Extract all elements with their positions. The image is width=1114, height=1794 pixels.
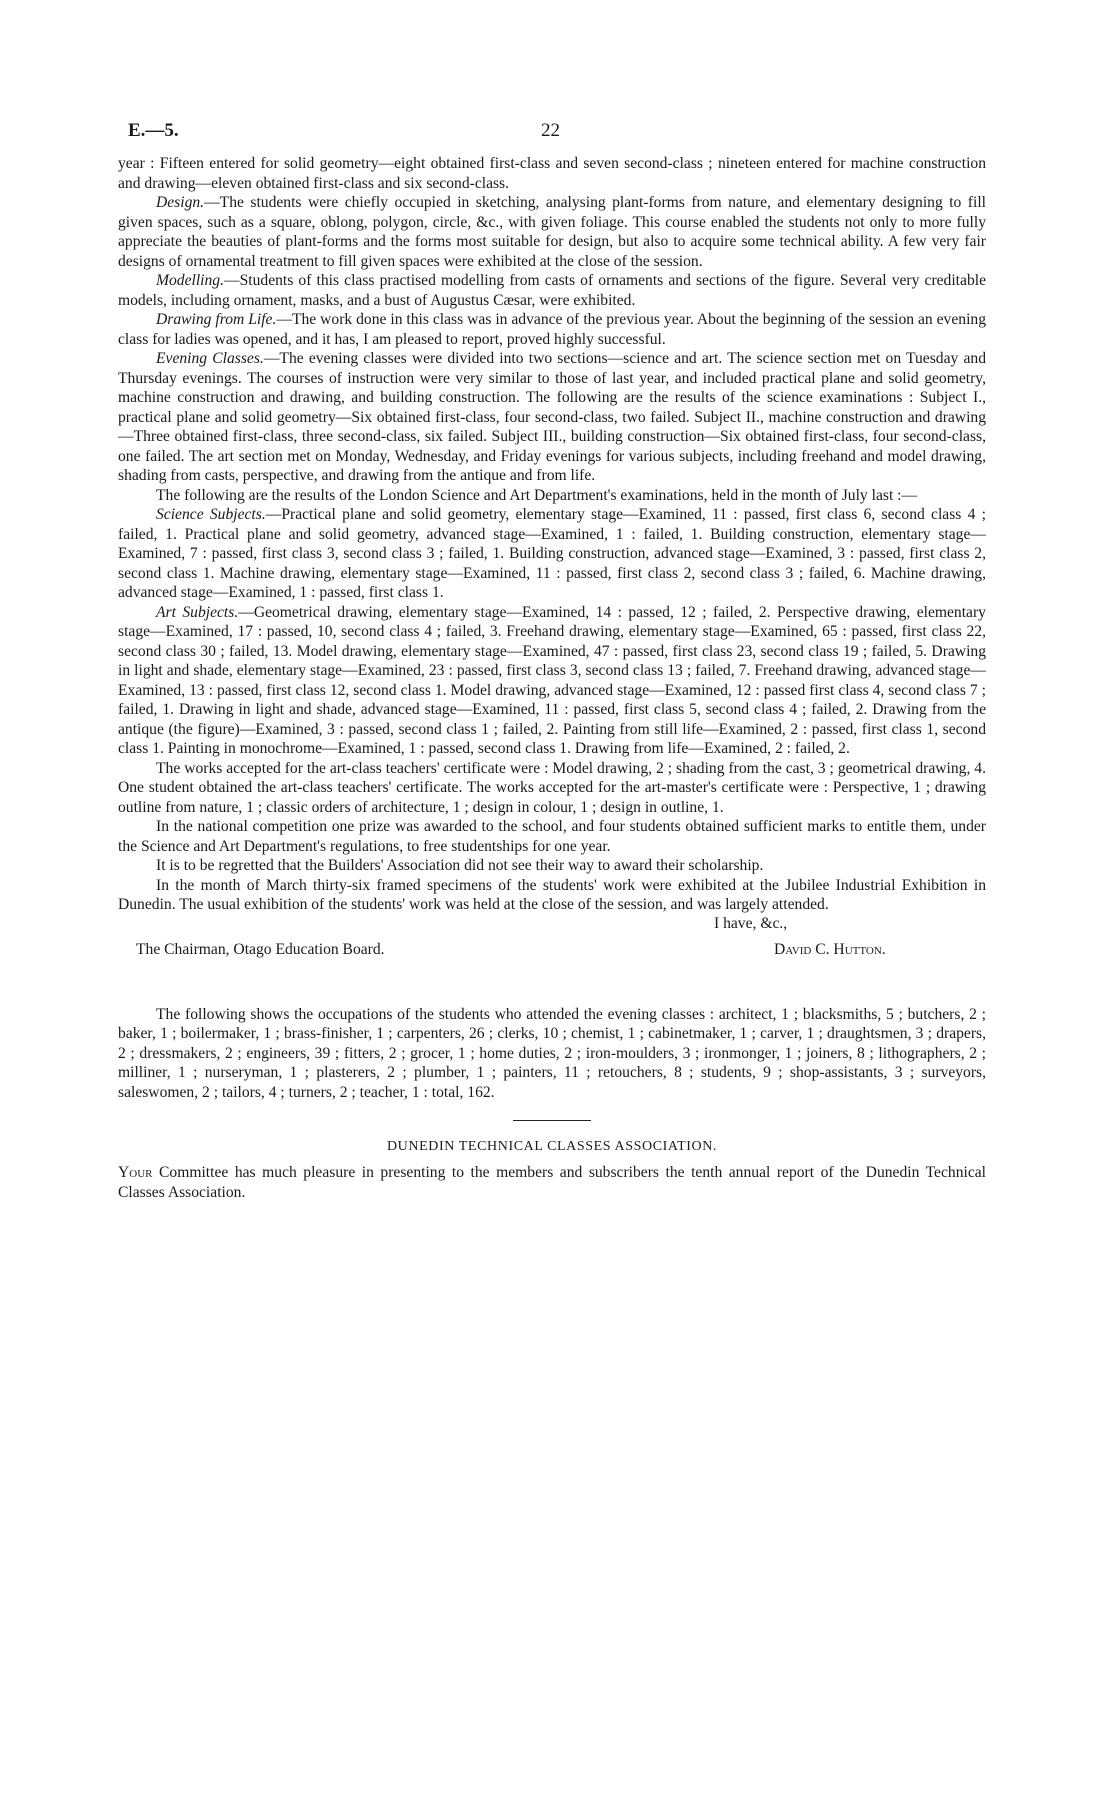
paragraph-modelling: Modelling.—Students of this class practised modelling from casts of ornaments and sections of the figure. Several very creditable models, including ornament, masks, and a bust of Augustus Cæsar, were exhibited.: [118, 272, 986, 309]
addressee: The Chairman, Otago Education Board.: [136, 940, 385, 958]
association-report: [118, 1163, 986, 1202]
page-header: [118, 112, 986, 154]
paragraph-exhibition: In the month of March thirty-six framed specimens of the students' work were exhibited at the Jubilee Industrial Exhibition in Dunedin. The usual exhibition of the students' work was held at the close of the session, and was largely attended.: [118, 876, 986, 913]
paragraph-science-subjects: Science Subjects.—Practical plane and solid geometry, elementary stage—Examined, 11 : passed, first class 6, second class 4 ; failed, 1. Practical plane and solid geometry, advanced stage—Examined, 1 : failed, 1. Building construction, elementary stage—Examined, 7 : passed, first class 3, second class 3 ; failed, 1. Building construction, advanced stage—Examined, 3 : passed, first class 2, second class 1. Machine drawing, elementary stage—Examined, 11 : passed, first class 2, second class 3 ; failed, 6. Machine drawing, advanced stage—Examined, 1 : passed, first class 1.: [118, 506, 987, 601]
paragraph-continuation: year : Fifteen entered for solid geometry—eight obtained first-class and seven second-class ; nineteen entered for machine construction and drawing—eleven obtained first-class and six second-class.: [118, 155, 986, 192]
paragraph-evening-classes: Evening Classes.—The evening classes were divided into two sections—science and art. The science section met on Tuesday and Thursday evenings. The courses of instruction were very similar to those of last year, and included practical plane and solid geometry, machine construction and drawing, and building construction. The following are the results of the science examinations : Subject I., practical plane and solid geometry—Six obtained first-class, four second-class, two failed. Subject II., machine construction and drawing—Three obtained first-class, three second-class, six failed. Subject III., building construction—Six obtained first-class, four second-class, one failed. The art section met on Monday, Wednesday, and Friday evenings for various subjects, including freehand and model drawing, shading from casts, perspective, and drawing from the antique and from life.: [118, 350, 986, 484]
paragraph-builders-association: It is to be regretted that the Builders' Association did not see their way to award their scholarship.: [156, 857, 764, 874]
subheading-drawing-from-life: Drawing from Life.: [156, 311, 277, 328]
subheading-design: Design.: [156, 194, 205, 211]
intro-lead-word: Your: [118, 1164, 153, 1181]
paragraph-examination-intro: The following are the results of the London Science and Art Department's examinations, held in the month of July last :—: [156, 486, 918, 504]
subheading-art-subjects: Art Subjects.: [156, 603, 239, 621]
section-title: DUNEDIN TECHNICAL CLASSES ASSOCIATION.: [386, 1139, 718, 1154]
paragraph-national-competition: In the national competition one prize was awarded to the school, and four students obtained sufficient marks to entitle them, under the Science and Art Department's regulations, to free studentships for one year.: [118, 818, 986, 855]
subheading-evening-classes: Evening Classes.: [156, 350, 264, 367]
paragraph-drawing-from-life: Drawing from Life.—The work done in this class was in advance of the previous year. About the beginning of the session an evening class for ladies was opened, and it has, I am pleased to report, proved highly successful.: [118, 311, 986, 348]
occupations-section: [118, 1005, 986, 1103]
paragraph-art-subjects: Art Subjects.—Geometrical drawing, elementary stage—Examined, 14 : passed, 12 ; failed, 2. Perspective drawing, elementary stage—Examined, 17 : passed, 10, second class 4 ; failed, 3. Freehand drawing, elementary stage—Examined, 65 : passed, first class 22, second class 30 ; failed, 13. Model drawing, elementary stage—Examined, 47 : passed, first class 23, second class 19 ; failed, 5. Drawing in light and shade, elementary stage—Examined, 23 : passed, first class 3, second class 13 ; failed, 7. Freehand drawing, advanced stage—Examined, 13 : passed, first class 12, second class 1. Model drawing, advanced stage—Examined, 12 : passed first class 4, second class 7 ; failed, 1. Drawing in light and shade, advanced stage—Examined, 11 : passed, first class 5, second class 4 ; failed, 2. Drawing from the antique (the figure)—Examined, 3 : passed, second class 1 ; failed, 2. Painting from still life—Examined, 2 : passed, first class 1, second class 1. Painting in monochrome—Examined, 1 : passed, second class 1. Drawing from life—Examined, 2 : failed, 2.: [118, 603, 986, 757]
subheading-modelling: Modelling.: [156, 272, 224, 289]
paper-reference: E.—5.: [128, 120, 179, 141]
paragraph-association-intro: Your Committee has much pleasure in presenting to the members and subscribers the tenth annual report of the Dunedin Technical Classes Association.: [118, 1164, 986, 1201]
closing-salutation: I have, &c.,: [714, 914, 788, 932]
document-page: [118, 112, 986, 1202]
paragraph-certificates: The works accepted for the art-class teachers' certificate were : Model drawing, 2 ; shading from the cast, 3 ; geometrical drawing, 4. One student obtained the art-class teachers' certificate. The works accepted for the art-master's certificate were : Perspective, 1 ; drawing outline from nature, 1 ; classic orders of architecture, 1 ; design in colour, 1 ; design in outline, 1.: [118, 759, 986, 816]
letter-closing: [118, 915, 986, 967]
paragraph-design: Design.—The students were chiefly occupied in sketching, analysing plant-forms from nature, and elementary designing to fill given spaces, such as a square, oblong, polygon, circle, &c., with given foliage. This course enabled the students not only to more fully appreciate the beauties of plant-forms and the forms most suitable for design, but also to acquire some technical ability. A few very fair designs of ornamental treatment to fill given spaces were exhibited at the close of the session.: [118, 194, 986, 270]
subheading-science-subjects: Science Subjects.: [156, 506, 266, 523]
signature: David C. Hutton.: [774, 940, 886, 958]
page-number: 22: [541, 120, 560, 141]
section-divider: [513, 1120, 591, 1121]
paragraph-occupations: The following shows the occupations of the students who attended the evening classes : architect, 1 ; blacksmiths, 5 ; butchers, 2 ; baker, 1 ; boilermaker, 1 ; brass-finisher, 1 ; carpenters, 26 ; clerks, 10 ; chemist, 1 ; cabinetmaker, 1 ; carver, 1 ; draughtsmen, 3 ; drapers, 2 ; dressmakers, 2 ; engineers, 39 ; fitters, 2 ; grocer, 1 ; home duties, 2 ; iron-moulders, 3 ; ironmonger, 1 ; joiners, 8 ; lithographers, 2 ; milliner, 1 ; nurseryman, 1 ; plasterers, 2 ; plumber, 1 ; painters, 11 ; retouchers, 8 ; students, 9 ; shop-assistants, 3 ; surveyors, saleswomen, 2 ; tailors, 4 ; turners, 2 ; teacher, 1 : total, 162.: [118, 1005, 986, 1101]
report-body: [118, 154, 986, 915]
